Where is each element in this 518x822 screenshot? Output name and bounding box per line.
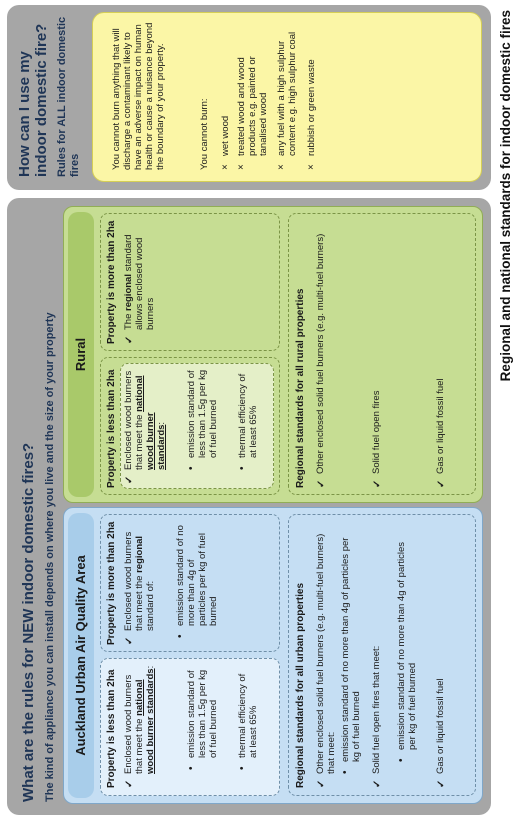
rural-regional-item-2: Solid fuel open fires: [371, 390, 382, 474]
tick-icon: ✓: [436, 779, 447, 788]
use-fire-cannot: You cannot burn:: [199, 98, 210, 170]
auckland-regional-item-1-bullet: emission standard of no more than 4g of particles per kg of fuel burned: [340, 537, 362, 762]
cross-icon: ×: [220, 164, 231, 170]
bullet-icon: •: [237, 766, 248, 770]
auckland-more-2ha-bullet-1: emission standard of no more than 4g of particles per kg of fuel burned: [175, 525, 219, 626]
auckland-less-2ha-bullet-2: thermal efficiency of at least 65%: [237, 673, 259, 758]
bullet-icon: •: [396, 758, 407, 762]
use-fire-item-2: treated wood and wood products e.g. painted or tanalised wood: [236, 56, 269, 156]
rural-less-2ha-bullet-2: thermal efficiency of at least 65%: [237, 373, 259, 458]
rural-less-2ha-bullet-1: emission standard of less than 1.5g per kg of fuel burned: [186, 369, 219, 458]
auckland-regional-item-2-bullet: emission standard of no more than 4g of particles per kg of fuel burned: [396, 541, 418, 750]
tick-icon: ✓: [124, 636, 135, 645]
figure-caption: Regional and national standards for indoor domestic fires: [498, 10, 513, 382]
rural-more-2ha-item: The regional standard allows enclosed wood burners: [123, 234, 156, 330]
use-fire-title: How can I use my indoor domestic fire?: [16, 23, 51, 177]
cross-icon: ×: [276, 164, 287, 170]
auckland-less-2ha-bullet-1: emission standard of less than 1.5g per kg of fuel burned: [186, 669, 219, 758]
rural-regional-item-1: Other enclosed solid fuel burners (e.g. multi-fuel burners): [315, 233, 326, 474]
cross-icon: ×: [306, 164, 317, 170]
bullet-icon: •: [186, 766, 197, 770]
use-fire-intro: You cannot burn anything that will discharge a contaminant likely to have an adverse impact on human health or cause a nuisance beyond the boundary of your property.: [111, 22, 166, 170]
bullet-icon: •: [186, 466, 197, 470]
tick-icon: ✓: [124, 475, 135, 484]
bullet-icon: •: [340, 770, 351, 774]
tick-icon: ✓: [436, 479, 447, 488]
auckland-regional-label: Regional standards for all urban properties: [295, 582, 306, 788]
rural-less-2ha-item: Enclosed wood burners that meet the national wood burner standards:: [123, 370, 167, 470]
bullet-icon: •: [237, 466, 248, 470]
rural-more-2ha-label: Property is more than 2ha: [106, 220, 117, 344]
rural-regional-item-3: Gas or liquid fossil fuel: [435, 378, 446, 474]
use-fire-subtitle: Rules for ALL indoor domestic fires: [56, 16, 81, 177]
new-fires-title: What are the rules for NEW indoor domestic fires?: [20, 442, 37, 802]
new-fires-subtitle: The kind of appliance you can install depends on where you live and the size of your property: [44, 312, 56, 802]
rural-less-2ha-label: Property is less than 2ha: [106, 369, 117, 488]
bullet-icon: •: [175, 634, 186, 638]
use-fire-item-1: wet wood: [220, 115, 231, 156]
cross-icon: ×: [236, 164, 247, 170]
auckland-less-2ha-label: Property is less than 2ha: [106, 669, 117, 788]
auckland-regional-item-2: Solid fuel open fires that meet:: [371, 645, 382, 774]
auckland-more-2ha-label: Property is more than 2ha: [106, 521, 117, 645]
tick-icon: ✓: [124, 779, 135, 788]
rural-heading: Rural: [73, 337, 88, 372]
auckland-regional-item-3: Gas or liquid fossil fuel: [435, 678, 446, 774]
use-fire-item-4: rubbish or green waste: [306, 59, 317, 156]
auckland-less-2ha-item: Enclosed wood burners that meet the national wood burner standards:: [123, 665, 156, 774]
tick-icon: ✓: [316, 479, 327, 488]
rural-regional-label: Regional standards for all rural properties: [295, 288, 306, 488]
tick-icon: ✓: [316, 779, 327, 788]
tick-icon: ✓: [372, 479, 383, 488]
auckland-more-2ha-item: Enclosed wood burners that meet the regional standard of:: [123, 531, 156, 631]
use-fire-item-3: any fuel with a high sulphur content e.g. high sulphur coal: [276, 31, 298, 156]
auckland-urban-heading: Auckland Urban Air Quality Area: [73, 555, 88, 756]
tick-icon: ✓: [372, 779, 383, 788]
auckland-regional-item-1: Other enclosed solid fuel burners (e.g. multi-fuel burners) that meet:: [315, 533, 337, 774]
tick-icon: ✓: [124, 335, 135, 344]
